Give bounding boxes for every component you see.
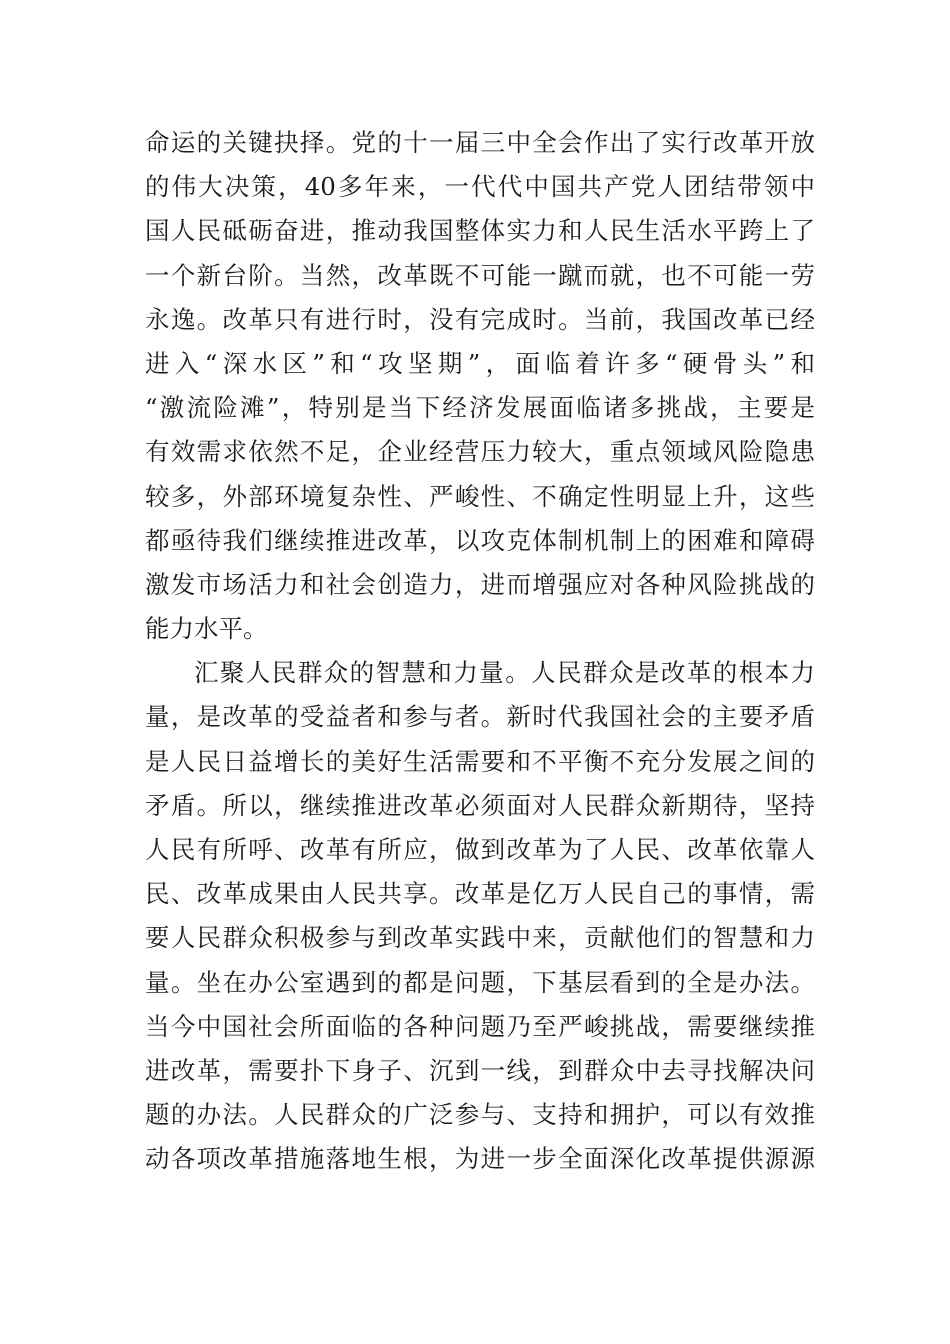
- text-line: 能力水平。: [145, 614, 268, 644]
- text-line: 矛盾。所以，继续推进改革必须面对人民群众新期待，坚持: [145, 790, 815, 820]
- text-line: 国人民砥砺奋进，推动我国整体实力和人民生活水平跨上了: [145, 216, 815, 246]
- text-line: 有效需求依然不足，企业经营压力较大，重点领域风险隐患: [145, 437, 815, 467]
- text-line: 要人民群众积极参与到改革实践中来，贡献他们的智慧和力: [145, 923, 815, 953]
- text-line: 题的办法。人民群众的广泛参与、支持和拥护，可以有效推: [145, 1100, 815, 1130]
- text-line-indented: 汇聚人民群众的智慧和力量。人民群众是改革的根本力: [194, 658, 815, 688]
- text-line: 量。坐在办公室遇到的都是问题，下基层看到的全是办法。: [145, 967, 815, 997]
- paragraph-2: [145, 651, 815, 1181]
- text-line: 命运的关键抉择。党的十一届三中全会作出了实行改革开放: [145, 128, 815, 157]
- text-line: 都亟待我们继续推进改革，以攻克体制机制上的困难和障碍: [145, 525, 815, 555]
- text-line: 当今中国社会所面临的各种问题乃至严峻挑战，需要继续推: [145, 1011, 815, 1041]
- text-line: 民、改革成果由人民共享。改革是亿万人民自己的事情，需: [145, 879, 815, 909]
- text-line: 进改革，需要扑下身子、沉到一线，到群众中去寻找解决问: [145, 1055, 815, 1085]
- text-line: 是人民日益增长的美好生活需要和不平衡不充分发展之间的: [145, 746, 815, 776]
- text-line: 的伟大决策，40多年来，一代代中国共产党人团结带领中: [145, 172, 815, 202]
- text-line: 较多，外部环境复杂性、严峻性、不确定性明显上升，这些: [145, 481, 815, 511]
- text-line: 进入“深水区”和“攻坚期”，面临着许多“硬骨头”和: [145, 348, 815, 378]
- text-line: 人民有所呼、改革有所应，做到改革为了人民、改革依靠人: [145, 835, 815, 864]
- paragraph-1: [145, 121, 815, 651]
- text-line: “激流险滩”，特别是当下经济发展面临诸多挑战，主要是: [145, 393, 815, 423]
- text-line: 动各项改革措施落地生根，为进一步全面深化改革提供源源: [145, 1144, 815, 1174]
- body-text: [145, 121, 815, 1182]
- text-line: 永逸。改革只有进行时，没有完成时。当前，我国改革已经: [145, 304, 815, 334]
- text-line: 一个新台阶。当然，改革既不可能一蹴而就，也不可能一劳: [145, 260, 815, 290]
- text-line: 量，是改革的受益者和参与者。新时代我国社会的主要矛盾: [145, 702, 815, 732]
- text-line: 激发市场活力和社会创造力，进而增强应对各种风险挑战的: [145, 569, 815, 599]
